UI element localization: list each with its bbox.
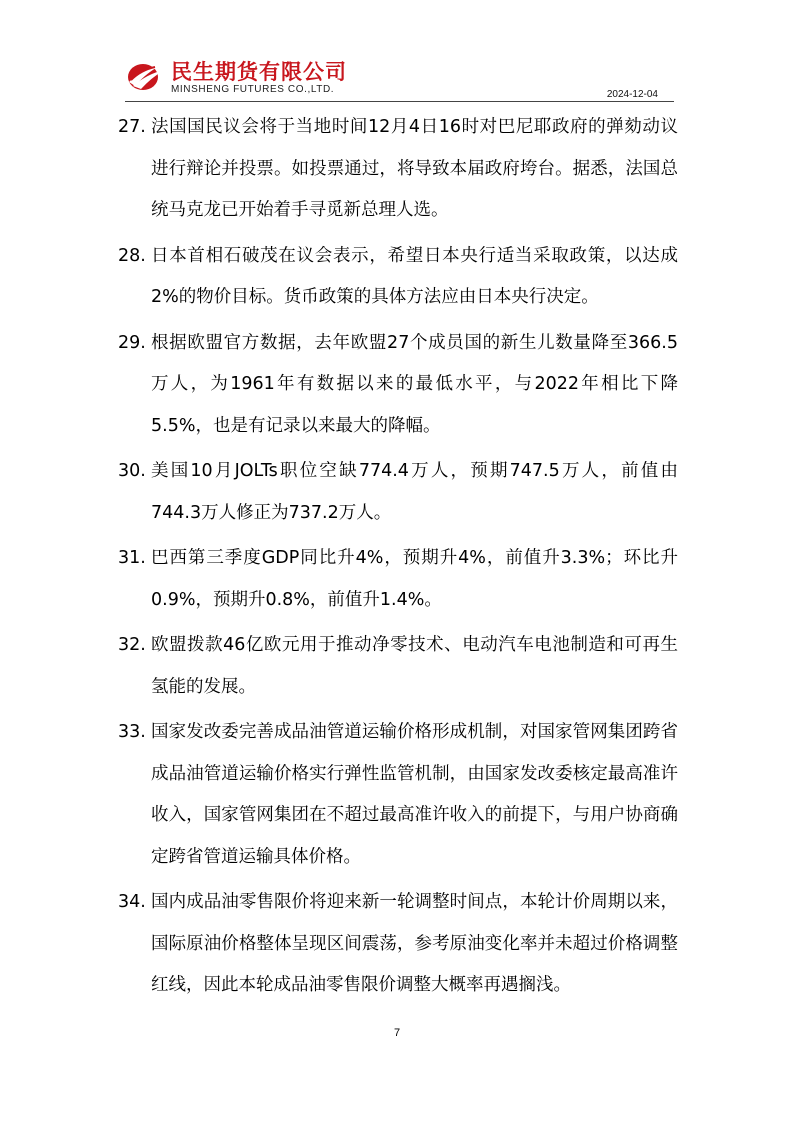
item-text: 巴西第三季度GDP同比升4%，预期升4%，前值升3.3%；环比升0.9%，预期升0.8%，前值升1.4%。 — [151, 548, 678, 610]
company-name-en: MINSHENG FUTURES CO.,LTD. — [171, 84, 335, 95]
list-item — [118, 107, 678, 232]
item-number: 29. — [118, 332, 146, 353]
item-number: 34. — [118, 892, 146, 912]
report-date: 2024-12-04 — [606, 89, 658, 100]
list-item — [118, 236, 678, 319]
header-rule — [125, 101, 674, 102]
list-item — [118, 625, 678, 708]
item-text: 美国10月JOLTs职位空缺774.4万人，预期747.5万人，前值由744.3万人修正为737.2万人。 — [151, 461, 678, 523]
item-text: 根据欧盟官方数据，去年欧盟27个成员国的新生儿数量降至366.5万人，为1961年有数据以来的最低水平，与2022年相比下降5.5%，也是有记录以来最大的降幅。 — [151, 332, 678, 436]
minsheng-logo-icon — [125, 58, 165, 92]
item-number: 28. — [118, 245, 146, 266]
item-number: 27. — [118, 117, 146, 137]
item-text: 日本首相石破茂在议会表示，希望日本央行适当采取政策，以达成2%的物价目标。货币政策的具体方法应由日本央行决定。 — [151, 245, 678, 307]
list-item — [118, 451, 678, 534]
news-list — [118, 107, 678, 1011]
list-item — [118, 712, 678, 878]
item-number: 31. — [118, 548, 146, 568]
company-name-cn: 民生期货有限公司 — [171, 60, 347, 84]
list-item — [118, 323, 678, 448]
item-text: 国家发改委完善成品油管道运输价格形成机制，对国家管网集团跨省成品油管道运输价格实行弹性监管机制，由国家发改委核定最高准许收入，国家管网集团在不超过最高准许收入的前提下，与用户协商确定跨省管道运输具体价格。 — [151, 722, 678, 867]
page-number: 7 — [393, 1027, 401, 1039]
item-text: 欧盟拨款46亿欧元用于推动净零技术、电动汽车电池制造和可再生氢能的发展。 — [151, 635, 678, 697]
item-number: 32. — [118, 635, 146, 655]
item-number: 30. — [118, 461, 146, 481]
item-text: 国内成品油零售限价将迎来新一轮调整时间点，本轮计价周期以来，国际原油价格整体呈现区间震荡，参考原油变化率并未超过价格调整红线，因此本轮成品油零售限价调整大概率再遇搁浅。 — [151, 892, 678, 995]
item-number: 33. — [118, 722, 146, 742]
page-header — [125, 54, 674, 102]
list-item — [118, 882, 678, 1007]
list-item — [118, 538, 678, 621]
item-text: 法国国民议会将于当地时间12月4日16时对巴尼耶政府的弹劾动议进行辩论并投票。如投票通过，将导致本届政府垮台。据悉，法国总统马克龙已开始着手寻觅新总理人选。 — [151, 117, 678, 220]
